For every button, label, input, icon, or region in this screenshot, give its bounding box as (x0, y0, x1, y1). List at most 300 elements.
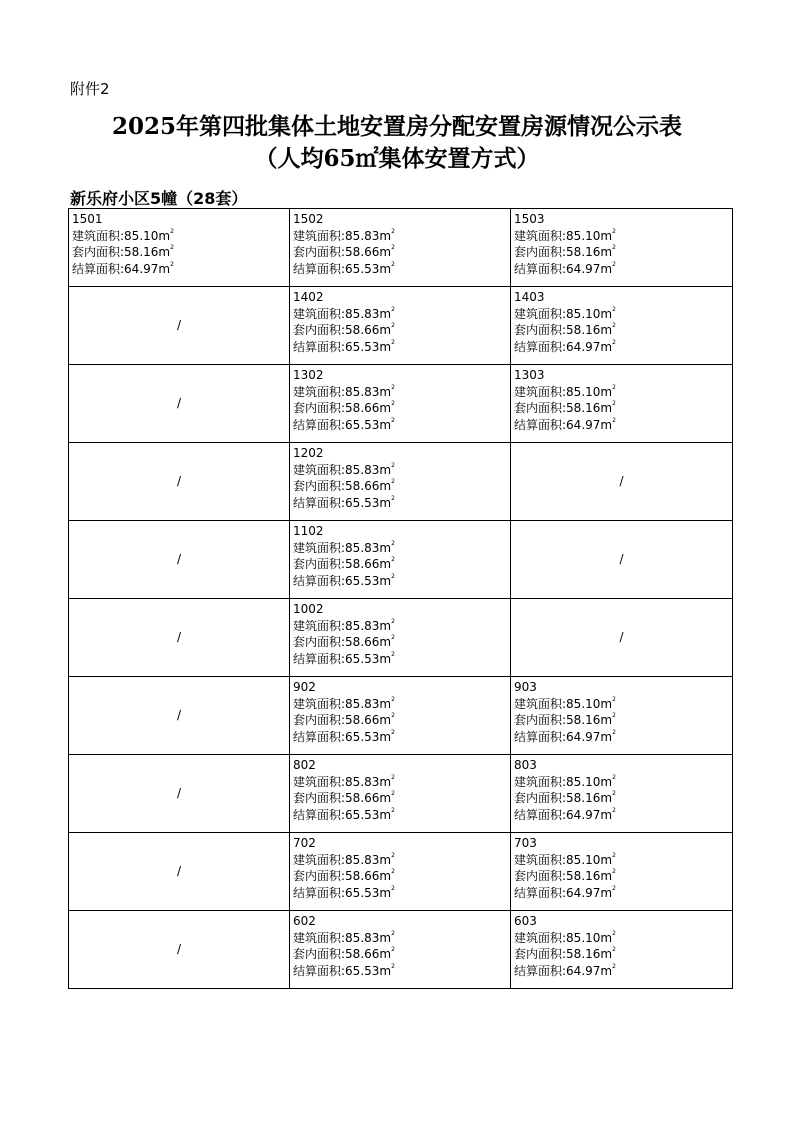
area-unit-superscript: 2 (612, 806, 616, 814)
building-area-value: 85.83 (345, 852, 380, 867)
settlement-area-label: 结算面积: (293, 963, 346, 978)
settlement-area-label: 结算面积: (293, 729, 346, 744)
area-unit: m (379, 573, 392, 588)
empty-cell (69, 599, 290, 677)
area-unit: m (379, 323, 392, 337)
area-unit-superscript: 2 (612, 884, 616, 892)
building-area-label: 建筑面积: (293, 774, 346, 789)
unit-number: 1102 (293, 524, 324, 538)
unit-number: 902 (293, 680, 316, 694)
building-area-label: 建筑面积: (293, 696, 346, 711)
area-unit: m (158, 245, 171, 259)
unit-info (290, 755, 510, 825)
empty-mark: / (619, 474, 624, 488)
unit-cell (69, 209, 290, 287)
area-unit: m (158, 228, 171, 243)
inner-area-value: 58.66 (345, 245, 380, 259)
settlement-area-value: 64.97 (566, 339, 601, 354)
area-unit-superscript: 2 (391, 712, 395, 719)
settlement-area-label: 结算面积: (514, 885, 567, 900)
area-unit: m (600, 963, 613, 978)
area-unit-superscript: 2 (391, 260, 395, 268)
inner-area-label: 套内面积: (514, 245, 567, 259)
settlement-area-value: 64.97 (124, 261, 159, 276)
inner-area (514, 868, 729, 885)
settlement-area (293, 651, 507, 668)
unit-cell (290, 521, 511, 599)
empty-mark: / (176, 708, 182, 722)
inner-area-value: 58.66 (345, 635, 380, 649)
area-unit-superscript: 2 (612, 227, 616, 235)
unit-info (290, 287, 510, 357)
area-unit: m (379, 245, 392, 259)
settlement-area-value: 65.53 (345, 261, 380, 276)
table-row (69, 755, 733, 833)
building-area-value: 85.10 (566, 228, 601, 243)
area-unit-superscript: 2 (612, 712, 616, 719)
area-unit: m (379, 696, 392, 711)
inner-area-label: 套内面积: (514, 947, 567, 961)
empty-cell (69, 833, 290, 911)
inner-area-label: 套内面积: (514, 713, 567, 727)
area-unit-superscript: 2 (612, 244, 616, 251)
building-area (514, 696, 729, 713)
inner-area-value: 58.66 (345, 401, 380, 415)
table-row (69, 677, 733, 755)
unit-cell (511, 833, 733, 911)
area-unit: m (379, 462, 392, 477)
area-unit-superscript: 2 (391, 617, 395, 625)
area-unit-superscript: 2 (391, 650, 395, 658)
unit-number: 1403 (514, 290, 545, 304)
unit-number: 603 (514, 914, 537, 928)
unit-number: 1302 (293, 368, 324, 382)
area-unit: m (379, 774, 392, 789)
empty-cell (69, 755, 290, 833)
unit-cell (511, 677, 733, 755)
area-unit-superscript: 2 (612, 322, 616, 329)
building-area (293, 462, 507, 479)
area-unit-superscript: 2 (612, 962, 616, 970)
building-area-label: 建筑面积: (72, 228, 125, 243)
empty-mark: / (176, 630, 182, 644)
table-row (69, 209, 733, 287)
area-unit-superscript: 2 (391, 383, 395, 391)
area-unit-superscript: 2 (391, 416, 395, 424)
empty-mark: / (176, 396, 182, 410)
building-area (293, 540, 507, 557)
area-unit: m (600, 807, 613, 822)
settlement-area (293, 807, 507, 824)
table-row (69, 599, 733, 677)
unit-number: 702 (293, 836, 316, 850)
building-area (293, 384, 507, 401)
settlement-area-label: 结算面积: (293, 261, 346, 276)
unit-info (511, 365, 732, 435)
settlement-area (293, 495, 507, 512)
empty-mark: / (176, 942, 182, 956)
settlement-area (293, 339, 507, 356)
area-unit: m (600, 384, 613, 399)
area-unit: m (600, 401, 613, 415)
building-area-label: 建筑面积: (293, 306, 346, 321)
area-unit: m (379, 885, 392, 900)
inner-area-label: 套内面积: (293, 635, 346, 649)
settlement-area (293, 729, 507, 746)
area-unit-superscript: 2 (612, 400, 616, 407)
page-title: 2025年第四批集体土地安置房分配安置房源情况公示表 (111, 113, 682, 140)
area-unit: m (379, 495, 392, 510)
unit-number: 903 (514, 680, 537, 694)
inner-area (293, 634, 507, 651)
building-area-label: 建筑面积: (514, 930, 567, 945)
area-unit: m (379, 339, 392, 354)
area-unit: m (600, 713, 613, 727)
area-unit-superscript: 2 (170, 244, 174, 251)
unit-cell (290, 755, 511, 833)
area-unit: m (379, 947, 392, 961)
empty-cell (69, 911, 290, 989)
building-area (293, 852, 507, 869)
inner-area-label: 套内面积: (293, 791, 346, 805)
inner-area-value: 58.66 (345, 323, 380, 337)
area-unit-superscript: 2 (391, 806, 395, 814)
empty-mark: / (176, 474, 182, 488)
unit-number: 803 (514, 758, 537, 772)
area-unit-superscript: 2 (391, 572, 395, 580)
settlement-area-value: 65.53 (345, 495, 380, 510)
unit-info (290, 209, 510, 279)
unit-cell (290, 833, 511, 911)
area-unit-superscript: 2 (612, 338, 616, 346)
inner-area (514, 400, 729, 417)
area-unit: m (379, 401, 392, 415)
area-unit-superscript: 2 (391, 695, 395, 703)
building-area-label: 建筑面积: (293, 930, 346, 945)
area-unit-superscript: 2 (391, 884, 395, 892)
area-unit-superscript: 2 (391, 851, 395, 859)
unit-cell (511, 209, 733, 287)
inner-area (293, 868, 507, 885)
unit-cell (511, 911, 733, 989)
settlement-area-label: 结算面积: (514, 417, 567, 432)
building-area-label: 建筑面积: (514, 228, 567, 243)
settlement-area (72, 261, 286, 278)
area-unit: m (379, 791, 392, 805)
unit-info (290, 677, 510, 747)
unit-number: 602 (293, 914, 316, 928)
area-unit: m (600, 228, 613, 243)
area-unit-superscript: 2 (391, 338, 395, 346)
area-unit-superscript: 2 (612, 383, 616, 391)
unit-info (290, 521, 510, 591)
inner-area (514, 790, 729, 807)
inner-area-value: 58.16 (566, 401, 601, 415)
settlement-area-label: 结算面积: (293, 651, 346, 666)
unit-info (511, 833, 732, 903)
unit-info (511, 287, 732, 357)
building-area-label: 建筑面积: (293, 462, 346, 477)
empty-mark: / (619, 552, 624, 566)
building-area-value: 85.10 (566, 852, 601, 867)
empty-cell (69, 365, 290, 443)
inner-area-label: 套内面积: (514, 869, 567, 883)
building-area (514, 852, 729, 869)
building-area (514, 228, 729, 245)
building-area-value: 85.10 (566, 930, 601, 945)
building-area-label: 建筑面积: (514, 306, 567, 321)
settlement-area-label: 结算面积: (293, 495, 346, 510)
area-unit: m (600, 261, 613, 276)
inner-area-label: 套内面积: (293, 713, 346, 727)
inner-area (514, 712, 729, 729)
building-area (293, 696, 507, 713)
table-row (69, 443, 733, 521)
building-heading: 新乐府小区5幢（28套） (70, 189, 248, 208)
unit-info (290, 365, 510, 435)
area-unit: m (600, 885, 613, 900)
building-area-value: 85.83 (345, 306, 380, 321)
empty-mark: / (176, 786, 182, 800)
unit-info (511, 209, 732, 279)
settlement-area (514, 729, 729, 746)
building-area (72, 228, 286, 245)
inner-area-value: 58.66 (345, 869, 380, 883)
building-area-label: 建筑面积: (293, 384, 346, 399)
inner-area (293, 400, 507, 417)
inner-area-value: 58.16 (566, 245, 601, 259)
area-unit-superscript: 2 (391, 478, 395, 485)
area-unit: m (379, 557, 392, 571)
building-area-label: 建筑面积: (293, 228, 346, 243)
table-row (69, 287, 733, 365)
area-unit-superscript: 2 (391, 929, 395, 937)
settlement-area-value: 65.53 (345, 651, 380, 666)
settlement-area-value: 65.53 (345, 573, 380, 588)
building-area (514, 930, 729, 947)
unit-number: 802 (293, 758, 316, 772)
attachment-label: 附件2 (70, 80, 110, 98)
inner-area-value: 58.16 (566, 947, 601, 961)
settlement-area-value: 65.53 (345, 885, 380, 900)
area-unit-superscript: 2 (170, 227, 174, 235)
area-unit: m (379, 635, 392, 649)
settlement-area-label: 结算面积: (293, 417, 346, 432)
inner-area (293, 946, 507, 963)
area-unit-superscript: 2 (612, 305, 616, 313)
unit-cell (290, 365, 511, 443)
settlement-area (514, 807, 729, 824)
area-unit-superscript: 2 (391, 305, 395, 313)
unit-cell (290, 287, 511, 365)
inner-area-label: 套内面积: (514, 791, 567, 805)
area-unit: m (600, 306, 613, 321)
unit-cell (290, 599, 511, 677)
building-area-label: 建筑面积: (514, 384, 567, 399)
building-area (293, 306, 507, 323)
building-area (293, 930, 507, 947)
inner-area-value: 58.66 (345, 713, 380, 727)
unit-cell (290, 443, 511, 521)
unit-info (511, 911, 732, 981)
area-unit: m (600, 852, 613, 867)
inner-area-value: 58.16 (566, 713, 601, 727)
settlement-area-value: 64.97 (566, 729, 601, 744)
settlement-area (514, 885, 729, 902)
area-unit-superscript: 2 (612, 728, 616, 736)
area-unit: m (379, 852, 392, 867)
inner-area-label: 套内面积: (293, 557, 346, 571)
inner-area-label: 套内面积: (293, 479, 346, 493)
unit-cell (511, 365, 733, 443)
settlement-area-label: 结算面积: (293, 573, 346, 588)
area-unit-superscript: 2 (391, 962, 395, 970)
inner-area (514, 946, 729, 963)
empty-cell (69, 287, 290, 365)
area-unit: m (379, 261, 392, 276)
inner-area-value: 58.16 (566, 869, 601, 883)
settlement-area (514, 339, 729, 356)
building-area-value: 85.10 (566, 384, 601, 399)
area-unit: m (600, 323, 613, 337)
area-unit-superscript: 2 (391, 400, 395, 407)
area-unit-superscript: 2 (391, 773, 395, 781)
building-area (514, 774, 729, 791)
inner-area-label: 套内面积: (293, 869, 346, 883)
settlement-area (514, 963, 729, 980)
building-area-label: 建筑面积: (514, 852, 567, 867)
unit-cell (290, 209, 511, 287)
settlement-area-value: 64.97 (566, 885, 601, 900)
area-unit: m (379, 807, 392, 822)
settlement-area-label: 结算面积: (293, 885, 346, 900)
unit-number: 1501 (72, 212, 103, 226)
settlement-area (514, 261, 729, 278)
area-unit: m (379, 713, 392, 727)
inner-area-value: 58.66 (345, 479, 380, 493)
inner-area (514, 322, 729, 339)
area-unit-superscript: 2 (391, 244, 395, 251)
settlement-area-label: 结算面积: (72, 261, 125, 276)
unit-number: 1002 (293, 602, 324, 616)
area-unit: m (158, 261, 171, 276)
area-unit: m (600, 947, 613, 961)
settlement-area-label: 结算面积: (514, 261, 567, 276)
area-unit-superscript: 2 (612, 260, 616, 268)
area-unit-superscript: 2 (612, 695, 616, 703)
empty-cell (511, 521, 733, 599)
settlement-area (293, 573, 507, 590)
area-unit-superscript: 2 (391, 728, 395, 736)
empty-mark: / (176, 318, 182, 332)
inner-area (293, 478, 507, 495)
inner-area-label: 套内面积: (514, 401, 567, 415)
area-unit-superscript: 2 (391, 556, 395, 563)
building-area (514, 306, 729, 323)
area-unit: m (600, 245, 613, 259)
area-unit-superscript: 2 (170, 260, 174, 268)
area-unit: m (379, 228, 392, 243)
empty-mark: / (619, 630, 624, 644)
building-area-label: 建筑面积: (514, 774, 567, 789)
building-area (293, 618, 507, 635)
inner-area (293, 556, 507, 573)
table-row (69, 911, 733, 989)
area-unit-superscript: 2 (391, 790, 395, 797)
inner-area (293, 322, 507, 339)
area-unit-superscript: 2 (612, 790, 616, 797)
empty-cell (511, 599, 733, 677)
building-area-value: 85.83 (345, 930, 380, 945)
area-unit-superscript: 2 (391, 494, 395, 502)
page-subtitle: （人均65㎡集体安置方式） (254, 145, 540, 172)
area-unit: m (379, 479, 392, 493)
inner-area-value: 58.16 (124, 245, 159, 259)
inner-area (514, 244, 729, 261)
building-area-value: 85.83 (345, 384, 380, 399)
settlement-area-label: 结算面积: (514, 339, 567, 354)
area-unit-superscript: 2 (612, 868, 616, 875)
settlement-area-value: 65.53 (345, 729, 380, 744)
area-unit-superscript: 2 (612, 773, 616, 781)
inner-area-value: 58.66 (345, 947, 380, 961)
building-area-value: 85.83 (345, 696, 380, 711)
inner-area-label: 套内面积: (293, 323, 346, 337)
building-area-label: 建筑面积: (293, 540, 346, 555)
unit-cell (290, 677, 511, 755)
inner-area-label: 套内面积: (293, 401, 346, 415)
area-unit: m (600, 869, 613, 883)
area-unit: m (379, 930, 392, 945)
area-unit-superscript: 2 (612, 851, 616, 859)
settlement-area-label: 结算面积: (514, 963, 567, 978)
settlement-area-value: 65.53 (345, 339, 380, 354)
empty-mark: / (176, 552, 182, 566)
empty-cell (511, 443, 733, 521)
area-unit: m (600, 774, 613, 789)
unit-number: 1502 (293, 212, 324, 226)
building-area-value: 85.83 (345, 462, 380, 477)
building-area-value: 85.83 (345, 540, 380, 555)
building-area-value: 85.83 (345, 228, 380, 243)
area-unit-superscript: 2 (612, 946, 616, 953)
building-area-value: 85.83 (345, 774, 380, 789)
area-unit-superscript: 2 (612, 416, 616, 424)
area-unit: m (600, 339, 613, 354)
unit-cell (511, 287, 733, 365)
area-unit: m (379, 306, 392, 321)
table-row (69, 833, 733, 911)
area-unit-superscript: 2 (391, 946, 395, 953)
building-area-value: 85.83 (345, 618, 380, 633)
building-area-value: 85.10 (566, 306, 601, 321)
unit-cell (290, 911, 511, 989)
unit-info (290, 833, 510, 903)
area-unit: m (600, 417, 613, 432)
settlement-area-value: 65.53 (345, 417, 380, 432)
inner-area-value: 58.66 (345, 791, 380, 805)
empty-cell (69, 677, 290, 755)
area-unit-superscript: 2 (391, 539, 395, 547)
inner-area (293, 790, 507, 807)
settlement-area-label: 结算面积: (514, 729, 567, 744)
unit-table (68, 208, 733, 989)
area-unit: m (600, 791, 613, 805)
settlement-area (293, 261, 507, 278)
area-unit: m (379, 729, 392, 744)
building-area (293, 774, 507, 791)
unit-number: 1402 (293, 290, 324, 304)
